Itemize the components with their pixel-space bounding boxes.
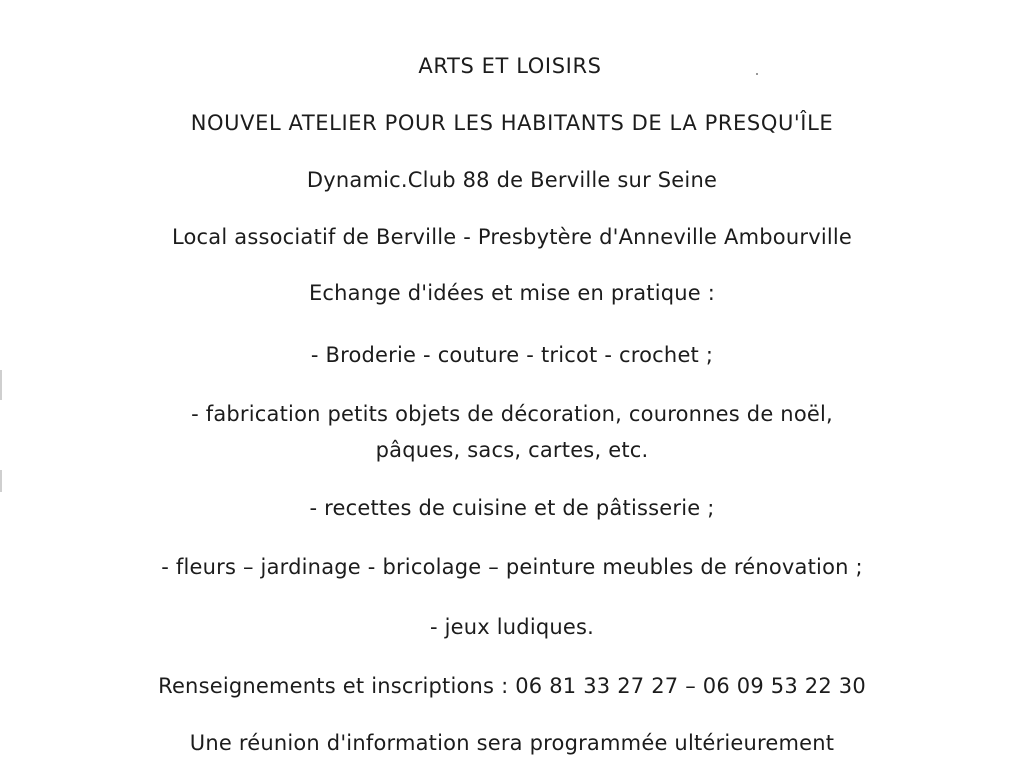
footer-note: Une réunion d'information sera programmée ultérieurement [189, 731, 835, 755]
activity-item: - fabrication petits objets de décoration, couronnes de noël, [191, 402, 833, 426]
scan-edge-mark [0, 470, 2, 492]
subheading: NOUVEL ATELIER POUR LES HABITANTS DE LA PRESQU'ÎLE [190, 111, 834, 135]
club-name: Dynamic.Club 88 de Berville sur Seine [306, 168, 718, 192]
activity-item: - recettes de cuisine et de pâtisserie ; [309, 496, 715, 520]
location: Local associatif de Berville - Presbytère d'Anneville Ambourville [171, 225, 853, 249]
activity-item: - Broderie - couture - tricot - crochet ; [310, 343, 714, 367]
intro-text: Echange d'idées et mise en pratique : [308, 281, 716, 305]
activity-item: - jeux ludiques. [429, 615, 595, 639]
activity-item-continued: pâques, sacs, cartes, etc. [375, 438, 649, 462]
heading: ARTS ET LOISIRS [418, 54, 602, 78]
scan-edge-mark [0, 370, 2, 400]
activity-item: - fleurs – jardinage - bricolage – peinture meubles de rénovation ; [161, 555, 863, 579]
contact-info: Renseignements et inscriptions : 06 81 33 27 27 – 06 09 53 22 30 [158, 674, 866, 698]
scan-speck [756, 73, 758, 75]
